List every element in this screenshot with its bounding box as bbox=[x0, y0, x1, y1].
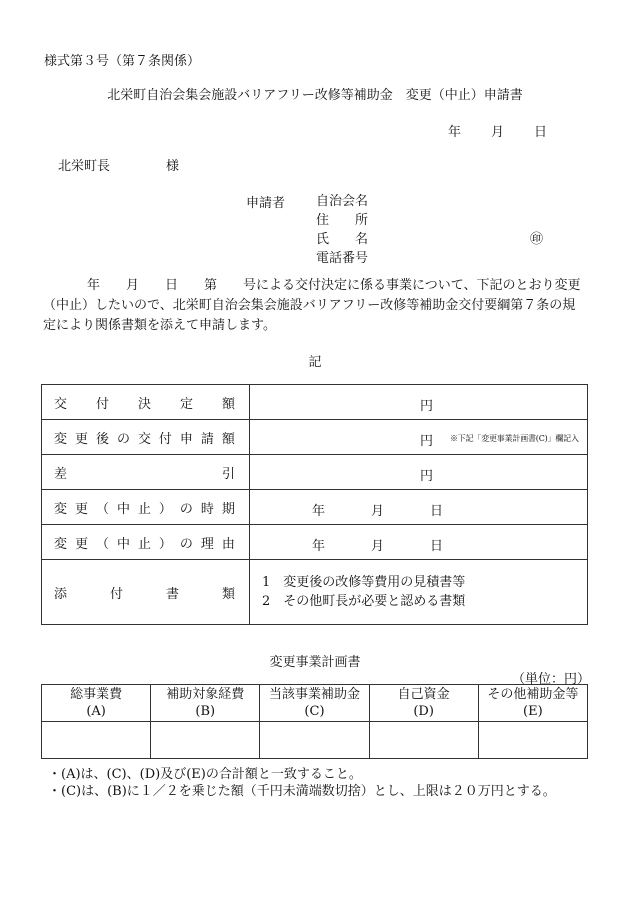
amount-cell[interactable] bbox=[151, 722, 260, 759]
label-char: 時 bbox=[200, 501, 214, 517]
document-title: 北栄町自治会集会施設バリアフリー改修等補助金 変更（中止）申請書 bbox=[107, 88, 523, 103]
label-char: （ bbox=[95, 501, 109, 517]
field-association-name: 自治会名 bbox=[316, 194, 369, 209]
attachment-item: 1 変更後の改修等費用の見積書等 bbox=[262, 575, 466, 590]
addressee-name: 北栄町長 bbox=[58, 159, 111, 174]
field-address: 住 所 bbox=[316, 213, 369, 228]
attachment-item: 2 その他町長が必要と認める書類 bbox=[262, 594, 466, 609]
column-code: (D) bbox=[413, 704, 434, 719]
label-char: 更 bbox=[74, 536, 88, 552]
label-char: 付 bbox=[158, 431, 172, 447]
table-row bbox=[42, 455, 588, 490]
column-code: (E) bbox=[523, 704, 543, 719]
value-cell bbox=[250, 525, 588, 560]
label-char: 差 bbox=[54, 466, 68, 482]
table-row bbox=[42, 490, 588, 525]
spread-label bbox=[54, 533, 249, 552]
table-row bbox=[42, 385, 588, 420]
label-char: の bbox=[116, 431, 130, 447]
label-char: 付 bbox=[109, 586, 123, 602]
field-phone: 電話番号 bbox=[316, 251, 369, 266]
label-char: 止 bbox=[137, 536, 151, 552]
row-label bbox=[42, 560, 250, 625]
value-cell bbox=[250, 385, 588, 420]
column-name: 自己資金 bbox=[397, 687, 450, 702]
label-char: 引 bbox=[221, 466, 235, 482]
label-char: 更 bbox=[74, 501, 88, 517]
label-char: 期 bbox=[221, 501, 235, 517]
spread-label bbox=[54, 393, 249, 412]
date-month: 月 bbox=[371, 504, 385, 519]
label-char: 額 bbox=[221, 396, 235, 412]
column-code: (C) bbox=[304, 704, 325, 719]
attachment-list bbox=[250, 573, 587, 611]
label-char: 更 bbox=[74, 431, 88, 447]
ki-heading: 記 bbox=[308, 355, 322, 370]
date-fields bbox=[312, 535, 443, 554]
column-header bbox=[151, 685, 260, 722]
label-char: 決 bbox=[137, 396, 151, 412]
label-char: 変 bbox=[54, 501, 68, 517]
row-label bbox=[42, 525, 250, 560]
amount-cell[interactable] bbox=[478, 722, 587, 759]
addressee bbox=[58, 155, 179, 174]
label-char: 交 bbox=[137, 431, 151, 447]
yen-unit: 円 bbox=[420, 434, 434, 449]
value-cell bbox=[250, 560, 588, 625]
label-char: の bbox=[179, 536, 193, 552]
label-char: 変 bbox=[54, 536, 68, 552]
date-year: 年 bbox=[448, 125, 462, 140]
label-char: 書 bbox=[165, 586, 179, 602]
row-label bbox=[42, 455, 250, 490]
label-char: 中 bbox=[116, 501, 130, 517]
applicant-fields bbox=[316, 192, 368, 268]
date-month: 月 bbox=[371, 539, 385, 554]
column-header bbox=[42, 685, 151, 722]
label-char: ） bbox=[158, 501, 172, 517]
label-char: 変 bbox=[54, 431, 68, 447]
date-fields bbox=[312, 500, 443, 519]
body-text: 年 月 日 第 号による交付決定に係る事業について、下記のとおり変更（中止）したいので、北栄町自治会集会施設バリアフリー改修等補助金交付要綱第７条の規定により関係書類を添えて申請します。 bbox=[43, 278, 581, 333]
amount-cell[interactable] bbox=[260, 722, 369, 759]
value-cell bbox=[250, 455, 588, 490]
row-label bbox=[42, 385, 250, 420]
date-day: 日 bbox=[430, 504, 444, 519]
plan-title: 変更事業計画書 bbox=[269, 655, 361, 670]
column-code: (A) bbox=[86, 704, 106, 719]
column-name: 総事業費 bbox=[70, 687, 123, 702]
application-date bbox=[448, 121, 547, 140]
label-char: の bbox=[179, 501, 193, 517]
value-cell bbox=[250, 490, 588, 525]
date-day: 日 bbox=[430, 539, 444, 554]
label-char: 額 bbox=[221, 431, 235, 447]
column-header bbox=[369, 685, 478, 722]
row-label bbox=[42, 490, 250, 525]
label-char: 申 bbox=[179, 431, 193, 447]
cell-note: ※下記「変更事業計画書(C)」欄記入 bbox=[450, 434, 579, 443]
value-cell bbox=[250, 420, 588, 455]
spread-label bbox=[54, 498, 249, 517]
amount-cell[interactable] bbox=[42, 722, 151, 759]
label-char: 後 bbox=[95, 431, 109, 447]
form-number: 様式第３号（第７条関係） bbox=[44, 54, 201, 69]
note-line: ・(A)は、(C)、(D)及び(E)の合計額と一致すること。 bbox=[48, 767, 362, 782]
date-day: 日 bbox=[534, 125, 548, 140]
note-line: ・(C)は、(B)に１／２を乗じた額（千円未満端数切捨）とし、上限は２０万円とする。 bbox=[48, 784, 556, 799]
date-year: 年 bbox=[312, 504, 326, 519]
label-char: 中 bbox=[116, 536, 130, 552]
spread-label bbox=[54, 583, 249, 602]
seal-mark: ㊞ bbox=[530, 232, 544, 247]
label-char: ） bbox=[158, 536, 172, 552]
label-char: 定 bbox=[179, 396, 193, 412]
label-char: 請 bbox=[200, 431, 214, 447]
date-month: 月 bbox=[491, 125, 505, 140]
unit-label: （単位：円） bbox=[512, 672, 591, 687]
table-row bbox=[42, 560, 588, 625]
label-char: 類 bbox=[221, 586, 235, 602]
label-char: 止 bbox=[137, 501, 151, 517]
date-year: 年 bbox=[312, 539, 326, 554]
label-char: 添 bbox=[54, 586, 68, 602]
field-name: 氏 名 bbox=[316, 232, 369, 247]
label-char: 理 bbox=[200, 536, 214, 552]
amount-cell[interactable] bbox=[369, 722, 478, 759]
table-row bbox=[42, 420, 588, 455]
honorific: 様 bbox=[166, 159, 180, 174]
row-label bbox=[42, 420, 250, 455]
label-char: 交 bbox=[54, 396, 68, 412]
column-header bbox=[478, 685, 587, 722]
column-name: 当該事業補助金 bbox=[268, 687, 360, 702]
label-char: 由 bbox=[221, 536, 235, 552]
table-header-row bbox=[42, 685, 588, 722]
applicant-label: 申請者 bbox=[246, 196, 286, 211]
table-row bbox=[42, 722, 588, 759]
yen-unit: 円 bbox=[420, 469, 434, 484]
plan-table bbox=[41, 684, 588, 759]
spread-label bbox=[54, 428, 249, 447]
label-char: （ bbox=[95, 536, 109, 552]
main-table bbox=[41, 384, 588, 625]
column-code: (B) bbox=[195, 704, 216, 719]
column-name: その他補助金等 bbox=[487, 687, 579, 702]
yen-unit: 円 bbox=[420, 399, 434, 414]
column-name: 補助対象経費 bbox=[166, 687, 245, 702]
column-header bbox=[260, 685, 369, 722]
label-char: 付 bbox=[95, 396, 109, 412]
spread-label bbox=[54, 463, 249, 482]
table-row bbox=[42, 525, 588, 560]
